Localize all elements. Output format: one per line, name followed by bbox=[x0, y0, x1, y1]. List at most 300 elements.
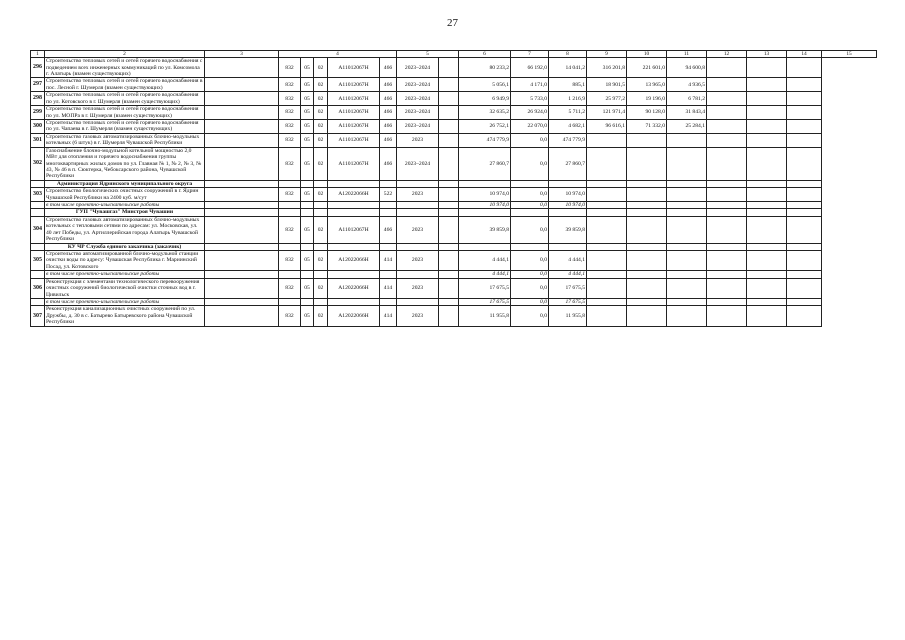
cell-col-13 bbox=[707, 147, 747, 180]
cell-vr: 466 bbox=[380, 92, 397, 106]
cell-col-9: 10 974,0 bbox=[549, 188, 587, 202]
cell-empty bbox=[459, 209, 511, 216]
cell-csr: А12022066Н bbox=[328, 188, 380, 202]
cell-col-13 bbox=[707, 106, 747, 120]
cell-gr: 832 bbox=[279, 106, 301, 120]
row-number: 299 bbox=[31, 106, 45, 120]
cell-empty bbox=[439, 209, 459, 216]
cell-col-10 bbox=[587, 306, 627, 326]
row-number: 302 bbox=[31, 147, 45, 180]
cell-rz: 05 bbox=[301, 306, 314, 326]
cell-empty bbox=[787, 180, 822, 187]
subtotal-row bbox=[31, 271, 877, 278]
cell-col-14 bbox=[747, 147, 787, 180]
cell-empty bbox=[667, 209, 707, 216]
cell-total: 32 635,2 bbox=[459, 106, 511, 120]
cell-pr: 02 bbox=[314, 78, 328, 92]
cell-vr: 522 bbox=[380, 188, 397, 202]
cell-empty bbox=[439, 202, 459, 209]
table-row bbox=[31, 78, 877, 92]
table-row bbox=[31, 133, 877, 147]
cell-rz: 05 bbox=[301, 92, 314, 106]
cell-col-6 bbox=[439, 106, 459, 120]
cell-col-12: 4 936,5 bbox=[667, 78, 707, 92]
cell-rz: 05 bbox=[301, 78, 314, 92]
cell-col-12 bbox=[667, 147, 707, 180]
cell-empty bbox=[627, 209, 667, 216]
cell-total: 80 233,2 bbox=[459, 58, 511, 78]
cell-col-15 bbox=[787, 278, 822, 298]
cell-col-9: 885,1 bbox=[549, 78, 587, 92]
cell-col-3 bbox=[205, 120, 279, 134]
cell-pr: 02 bbox=[314, 251, 328, 271]
cell-col-11 bbox=[627, 278, 667, 298]
cell-empty bbox=[314, 202, 328, 209]
header-col-1: 1 bbox=[31, 51, 45, 58]
cell-col-3 bbox=[205, 216, 279, 243]
cell-col-1 bbox=[31, 243, 45, 250]
cell-csr: А11012067Н bbox=[328, 58, 380, 78]
cell-pr: 02 bbox=[314, 106, 328, 120]
cell-empty bbox=[397, 298, 439, 305]
cell-gr: 832 bbox=[279, 278, 301, 298]
cell-gr: 832 bbox=[279, 216, 301, 243]
cell-col-14 bbox=[747, 58, 787, 78]
cell-col-9: 4 444,1 bbox=[549, 271, 587, 278]
cell-col-14 bbox=[747, 120, 787, 134]
table-row bbox=[31, 278, 877, 298]
cell-col-9: 474 779,9 bbox=[549, 133, 587, 147]
cell-col-3 bbox=[205, 188, 279, 202]
cell-empty bbox=[279, 271, 301, 278]
cell-empty bbox=[667, 202, 707, 209]
cell-col-12: 25 284,1 bbox=[667, 120, 707, 134]
cell-col-9: 1 216,9 bbox=[549, 92, 587, 106]
cell-empty bbox=[314, 180, 328, 187]
cell-empty bbox=[667, 271, 707, 278]
cell-col-6 bbox=[439, 92, 459, 106]
cell-col-10: 18 901,5 bbox=[587, 78, 627, 92]
cell-col-12: 94 600,8 bbox=[667, 58, 707, 78]
cell-empty bbox=[707, 202, 747, 209]
cell-empty bbox=[587, 271, 627, 278]
cell-col-15 bbox=[787, 216, 822, 243]
cell-empty bbox=[667, 180, 707, 187]
cell-col-15 bbox=[787, 188, 822, 202]
cell-empty bbox=[787, 202, 822, 209]
cell-total: 11 955,8 bbox=[459, 306, 511, 326]
cell-pr: 02 bbox=[314, 133, 328, 147]
cell-years: 2023 bbox=[397, 251, 439, 271]
table-row bbox=[31, 188, 877, 202]
cell-empty bbox=[627, 202, 667, 209]
cell-col-8: 0,0 bbox=[511, 251, 549, 271]
cell-empty bbox=[747, 271, 787, 278]
cell-empty bbox=[301, 202, 314, 209]
object-name: Строительство газовых автоматизированных блочно-модульных котельных с тепловыми сетями по адресам: ул. Московская, ул. 40 лет Победы, ул. Артиллерийская города Алатырь Чувашской Республики bbox=[45, 216, 205, 243]
cell-empty bbox=[314, 298, 328, 305]
cell-col-13 bbox=[707, 120, 747, 134]
cell-pr: 02 bbox=[314, 216, 328, 243]
cell-col-12 bbox=[667, 188, 707, 202]
cell-col-9: 10 974,0 bbox=[549, 202, 587, 209]
cell-col-11: 90 128,0 bbox=[627, 106, 667, 120]
cell-empty bbox=[279, 298, 301, 305]
cell-gr: 832 bbox=[279, 58, 301, 78]
cell-empty bbox=[380, 298, 397, 305]
cell-empty bbox=[205, 180, 279, 187]
cell-col-15 bbox=[787, 147, 822, 180]
cell-gr: 832 bbox=[279, 147, 301, 180]
cell-empty bbox=[439, 298, 459, 305]
cell-rz: 05 bbox=[301, 188, 314, 202]
cell-years: 2023–2024 bbox=[397, 120, 439, 134]
object-name: Строительство автоматизированной блочно-модульной станции очистки воды по адресу: Чувашская Республика г. Мариинский Посад, ул. Котовского bbox=[45, 251, 205, 271]
cell-empty bbox=[439, 180, 459, 187]
cell-col-13 bbox=[707, 133, 747, 147]
cell-empty bbox=[627, 180, 667, 187]
cell-years: 2023 bbox=[397, 306, 439, 326]
cell-col-1 bbox=[31, 180, 45, 187]
cell-rz: 05 bbox=[301, 58, 314, 78]
row-number: 306 bbox=[31, 278, 45, 298]
cell-col-3 bbox=[205, 58, 279, 78]
cell-empty bbox=[439, 243, 459, 250]
cell-vr: 414 bbox=[380, 251, 397, 271]
cell-col-3 bbox=[205, 133, 279, 147]
cell-gr: 832 bbox=[279, 120, 301, 134]
cell-col-3 bbox=[205, 106, 279, 120]
cell-col-15 bbox=[787, 251, 822, 271]
cell-csr: А12022066Н bbox=[328, 278, 380, 298]
cell-col-13 bbox=[707, 251, 747, 271]
cell-col-13 bbox=[707, 216, 747, 243]
cell-col-10: 316 201,8 bbox=[587, 58, 627, 78]
cell-col-14 bbox=[747, 306, 787, 326]
section-title: КУ ЧР Служба единого заказчика (заказчик) bbox=[45, 243, 205, 250]
cell-col-11 bbox=[627, 306, 667, 326]
cell-col-10 bbox=[587, 133, 627, 147]
cell-years: 2023 bbox=[397, 133, 439, 147]
cell-total: 10 974,0 bbox=[459, 188, 511, 202]
cell-pr: 02 bbox=[314, 92, 328, 106]
cell-empty bbox=[587, 243, 627, 250]
cell-empty bbox=[627, 271, 667, 278]
cell-col-6 bbox=[439, 188, 459, 202]
subtotal-label: в том числе проектно-изыскательские работы bbox=[45, 202, 205, 209]
cell-years: 2023–2024 bbox=[397, 147, 439, 180]
cell-empty bbox=[328, 298, 380, 305]
cell-col-9: 11 955,8 bbox=[549, 306, 587, 326]
cell-col-15 bbox=[787, 106, 822, 120]
object-name: Строительство тепловых сетей и сетей горячего водоснабжения в пос. Лесной г. Шумерля (взамен существующих) bbox=[45, 78, 205, 92]
cell-empty bbox=[205, 243, 279, 250]
subtotal-label: в том числе проектно-изыскательские работы bbox=[45, 298, 205, 305]
row-number: 303 bbox=[31, 188, 45, 202]
cell-vr: 414 bbox=[380, 306, 397, 326]
cell-empty bbox=[380, 202, 397, 209]
cell-empty bbox=[279, 180, 301, 187]
cell-col-10: 121 971,4 bbox=[587, 106, 627, 120]
header-col-14: 14 bbox=[787, 51, 822, 58]
cell-col-8: 0,0 bbox=[511, 278, 549, 298]
cell-empty bbox=[301, 271, 314, 278]
object-name: Строительство газовых автоматизированных блочно-модульных котельных (6 штук) в г. Шумерля Чувашской Республики bbox=[45, 133, 205, 147]
cell-col-3 bbox=[205, 278, 279, 298]
cell-total: 10 974,0 bbox=[459, 202, 511, 209]
investment-table bbox=[30, 50, 877, 327]
cell-col-15 bbox=[787, 58, 822, 78]
object-name: Строительство тепловых сетей и сетей горячего водоснабжения с подведением всех инженерных коммуникаций по ул. Комсомола г. Алатырь (взамен существующих) bbox=[45, 58, 205, 78]
cell-csr: А11012067Н bbox=[328, 78, 380, 92]
cell-vr: 466 bbox=[380, 216, 397, 243]
cell-empty bbox=[328, 209, 380, 216]
cell-empty bbox=[627, 243, 667, 250]
cell-col-14 bbox=[747, 106, 787, 120]
cell-col-3 bbox=[205, 78, 279, 92]
cell-col-8: 0,0 bbox=[511, 202, 549, 209]
header-row bbox=[31, 51, 877, 58]
cell-col-6 bbox=[439, 251, 459, 271]
row-number: 301 bbox=[31, 133, 45, 147]
cell-col-12 bbox=[667, 251, 707, 271]
cell-years: 2023 bbox=[397, 188, 439, 202]
cell-empty bbox=[511, 243, 549, 250]
cell-col-10 bbox=[587, 188, 627, 202]
cell-col-3 bbox=[205, 147, 279, 180]
cell-empty bbox=[549, 180, 587, 187]
cell-vr: 414 bbox=[380, 278, 397, 298]
cell-col-11: 13 965,0 bbox=[627, 78, 667, 92]
cell-vr: 466 bbox=[380, 106, 397, 120]
cell-col-8: 0,0 bbox=[511, 133, 549, 147]
cell-col-6 bbox=[439, 120, 459, 134]
table-row bbox=[31, 147, 877, 180]
cell-gr: 832 bbox=[279, 92, 301, 106]
cell-empty bbox=[707, 243, 747, 250]
cell-empty bbox=[587, 202, 627, 209]
cell-years: 2023 bbox=[397, 216, 439, 243]
section-row bbox=[31, 209, 877, 216]
cell-col-12 bbox=[667, 216, 707, 243]
cell-empty bbox=[328, 271, 380, 278]
cell-empty bbox=[667, 298, 707, 305]
cell-csr: А11012067Н bbox=[328, 147, 380, 180]
cell-col-10 bbox=[587, 251, 627, 271]
cell-empty bbox=[328, 180, 380, 187]
cell-col-9: 14 041,2 bbox=[549, 58, 587, 78]
cell-pr: 02 bbox=[314, 120, 328, 134]
cell-col-8: 0,0 bbox=[511, 271, 549, 278]
cell-col-11 bbox=[627, 133, 667, 147]
cell-empty bbox=[279, 202, 301, 209]
cell-empty bbox=[279, 209, 301, 216]
cell-empty bbox=[205, 298, 279, 305]
cell-empty bbox=[301, 209, 314, 216]
cell-empty bbox=[459, 243, 511, 250]
cell-col-15 bbox=[787, 78, 822, 92]
cell-empty bbox=[380, 180, 397, 187]
header-col-9: 9 bbox=[587, 51, 627, 58]
cell-empty bbox=[301, 298, 314, 305]
cell-csr: А12022066Н bbox=[328, 251, 380, 271]
cell-col-12: 6 781,2 bbox=[667, 92, 707, 106]
cell-csr: А11012067Н bbox=[328, 216, 380, 243]
cell-col-11: 71 332,0 bbox=[627, 120, 667, 134]
header-col-10: 10 bbox=[627, 51, 667, 58]
header-col-13: 13 bbox=[747, 51, 787, 58]
cell-col-8: 0,0 bbox=[511, 298, 549, 305]
cell-empty bbox=[439, 271, 459, 278]
cell-rz: 05 bbox=[301, 216, 314, 243]
cell-col-14 bbox=[747, 216, 787, 243]
cell-empty bbox=[747, 202, 787, 209]
cell-col-8: 0,0 bbox=[511, 306, 549, 326]
cell-col-1 bbox=[31, 271, 45, 278]
cell-col-9: 39 859,8 bbox=[549, 216, 587, 243]
cell-col-8: 22 070,0 bbox=[511, 120, 549, 134]
cell-col-14 bbox=[747, 188, 787, 202]
cell-col-1 bbox=[31, 209, 45, 216]
cell-total: 17 675,5 bbox=[459, 278, 511, 298]
cell-empty bbox=[707, 180, 747, 187]
row-number: 305 bbox=[31, 251, 45, 271]
cell-col-9: 5 711,2 bbox=[549, 106, 587, 120]
cell-years: 2023–2024 bbox=[397, 106, 439, 120]
header-col-15: 15 bbox=[822, 51, 877, 58]
section-row bbox=[31, 243, 877, 250]
cell-col-3 bbox=[205, 92, 279, 106]
cell-rz: 05 bbox=[301, 120, 314, 134]
cell-empty bbox=[747, 209, 787, 216]
cell-empty bbox=[205, 209, 279, 216]
cell-col-14 bbox=[747, 133, 787, 147]
cell-col-8: 0,0 bbox=[511, 188, 549, 202]
cell-empty bbox=[314, 209, 328, 216]
cell-years: 2023–2024 bbox=[397, 78, 439, 92]
cell-empty bbox=[549, 243, 587, 250]
table-row bbox=[31, 216, 877, 243]
table-row bbox=[31, 251, 877, 271]
cell-empty bbox=[587, 298, 627, 305]
cell-empty bbox=[328, 243, 380, 250]
cell-pr: 02 bbox=[314, 188, 328, 202]
cell-csr: А12022066Н bbox=[328, 306, 380, 326]
cell-empty bbox=[397, 271, 439, 278]
subtotal-row bbox=[31, 298, 877, 305]
object-name: Строительство тепловых сетей и сетей горячего водоснабжения по ул. Котовского в г. Шумерля (взамен существующих) bbox=[45, 92, 205, 106]
subtotal-row bbox=[31, 202, 877, 209]
cell-col-8: 5 733,0 bbox=[511, 92, 549, 106]
cell-empty bbox=[279, 243, 301, 250]
cell-vr: 466 bbox=[380, 120, 397, 134]
row-number: 304 bbox=[31, 216, 45, 243]
cell-col-10 bbox=[587, 278, 627, 298]
cell-col-12: 31 843,4 bbox=[667, 106, 707, 120]
cell-empty bbox=[707, 298, 747, 305]
cell-col-11 bbox=[627, 188, 667, 202]
cell-empty bbox=[587, 209, 627, 216]
cell-empty bbox=[397, 209, 439, 216]
cell-col-12 bbox=[667, 278, 707, 298]
cell-col-10: 96 616,1 bbox=[587, 120, 627, 134]
header-col-11: 11 bbox=[667, 51, 707, 58]
cell-total: 5 056,1 bbox=[459, 78, 511, 92]
cell-gr: 832 bbox=[279, 306, 301, 326]
cell-col-15 bbox=[787, 306, 822, 326]
cell-empty bbox=[511, 180, 549, 187]
cell-pr: 02 bbox=[314, 58, 328, 78]
cell-rz: 05 bbox=[301, 278, 314, 298]
header-col-4: 4 bbox=[279, 51, 397, 58]
cell-col-8: 0,0 bbox=[511, 147, 549, 180]
cell-empty bbox=[747, 298, 787, 305]
cell-col-3 bbox=[205, 251, 279, 271]
cell-col-13 bbox=[707, 92, 747, 106]
cell-col-14 bbox=[747, 251, 787, 271]
cell-years: 2023 bbox=[397, 278, 439, 298]
object-name: Реконструкция с элементами технологического перевооружения очистных сооружений биологической очистки сточных вод в г. Цивильск bbox=[45, 278, 205, 298]
cell-col-13 bbox=[707, 306, 747, 326]
cell-total: 4 444,1 bbox=[459, 271, 511, 278]
cell-years: 2023–2024 bbox=[397, 58, 439, 78]
header-col-8: 8 bbox=[549, 51, 587, 58]
cell-empty bbox=[459, 180, 511, 187]
cell-empty bbox=[667, 243, 707, 250]
section-title: Администрация Ядринского муниципального округа bbox=[45, 180, 205, 187]
cell-empty bbox=[707, 271, 747, 278]
cell-empty bbox=[397, 243, 439, 250]
cell-empty bbox=[380, 271, 397, 278]
cell-empty bbox=[397, 202, 439, 209]
cell-pr: 02 bbox=[314, 278, 328, 298]
cell-col-13 bbox=[707, 58, 747, 78]
cell-empty bbox=[380, 209, 397, 216]
cell-years: 2023–2024 bbox=[397, 92, 439, 106]
cell-col-9: 4 682,1 bbox=[549, 120, 587, 134]
cell-rz: 05 bbox=[301, 133, 314, 147]
cell-col-3 bbox=[205, 306, 279, 326]
object-name: Реконструкция канализационных очистных сооружений по ул. Дружбы, д. 30 в с. Батырево Батыревского района Чувашской Республики bbox=[45, 306, 205, 326]
header-col-3: 3 bbox=[205, 51, 279, 58]
cell-empty bbox=[707, 209, 747, 216]
cell-col-11: 19 196,0 bbox=[627, 92, 667, 106]
cell-col-10 bbox=[587, 216, 627, 243]
cell-gr: 832 bbox=[279, 188, 301, 202]
header-col-5: 5 bbox=[397, 51, 459, 58]
cell-col-11: 221 601,0 bbox=[627, 58, 667, 78]
cell-col-6 bbox=[439, 58, 459, 78]
cell-col-15 bbox=[787, 120, 822, 134]
cell-empty bbox=[787, 271, 822, 278]
cell-col-13 bbox=[707, 188, 747, 202]
cell-csr: А11012067Н bbox=[328, 120, 380, 134]
cell-col-12 bbox=[667, 306, 707, 326]
cell-empty bbox=[328, 202, 380, 209]
cell-col-6 bbox=[439, 133, 459, 147]
cell-empty bbox=[787, 243, 822, 250]
cell-total: 17 675,5 bbox=[459, 298, 511, 305]
cell-col-11 bbox=[627, 147, 667, 180]
cell-rz: 05 bbox=[301, 147, 314, 180]
cell-col-6 bbox=[439, 78, 459, 92]
cell-pr: 02 bbox=[314, 306, 328, 326]
object-name: Строительство тепловых сетей и сетей горячего водоснабжения по ул. МОПРа в г. Шумерля (взамен существующих) bbox=[45, 106, 205, 120]
cell-csr: А11012067Н bbox=[328, 106, 380, 120]
cell-empty bbox=[397, 180, 439, 187]
cell-col-10: 25 977,2 bbox=[587, 92, 627, 106]
cell-empty bbox=[380, 243, 397, 250]
